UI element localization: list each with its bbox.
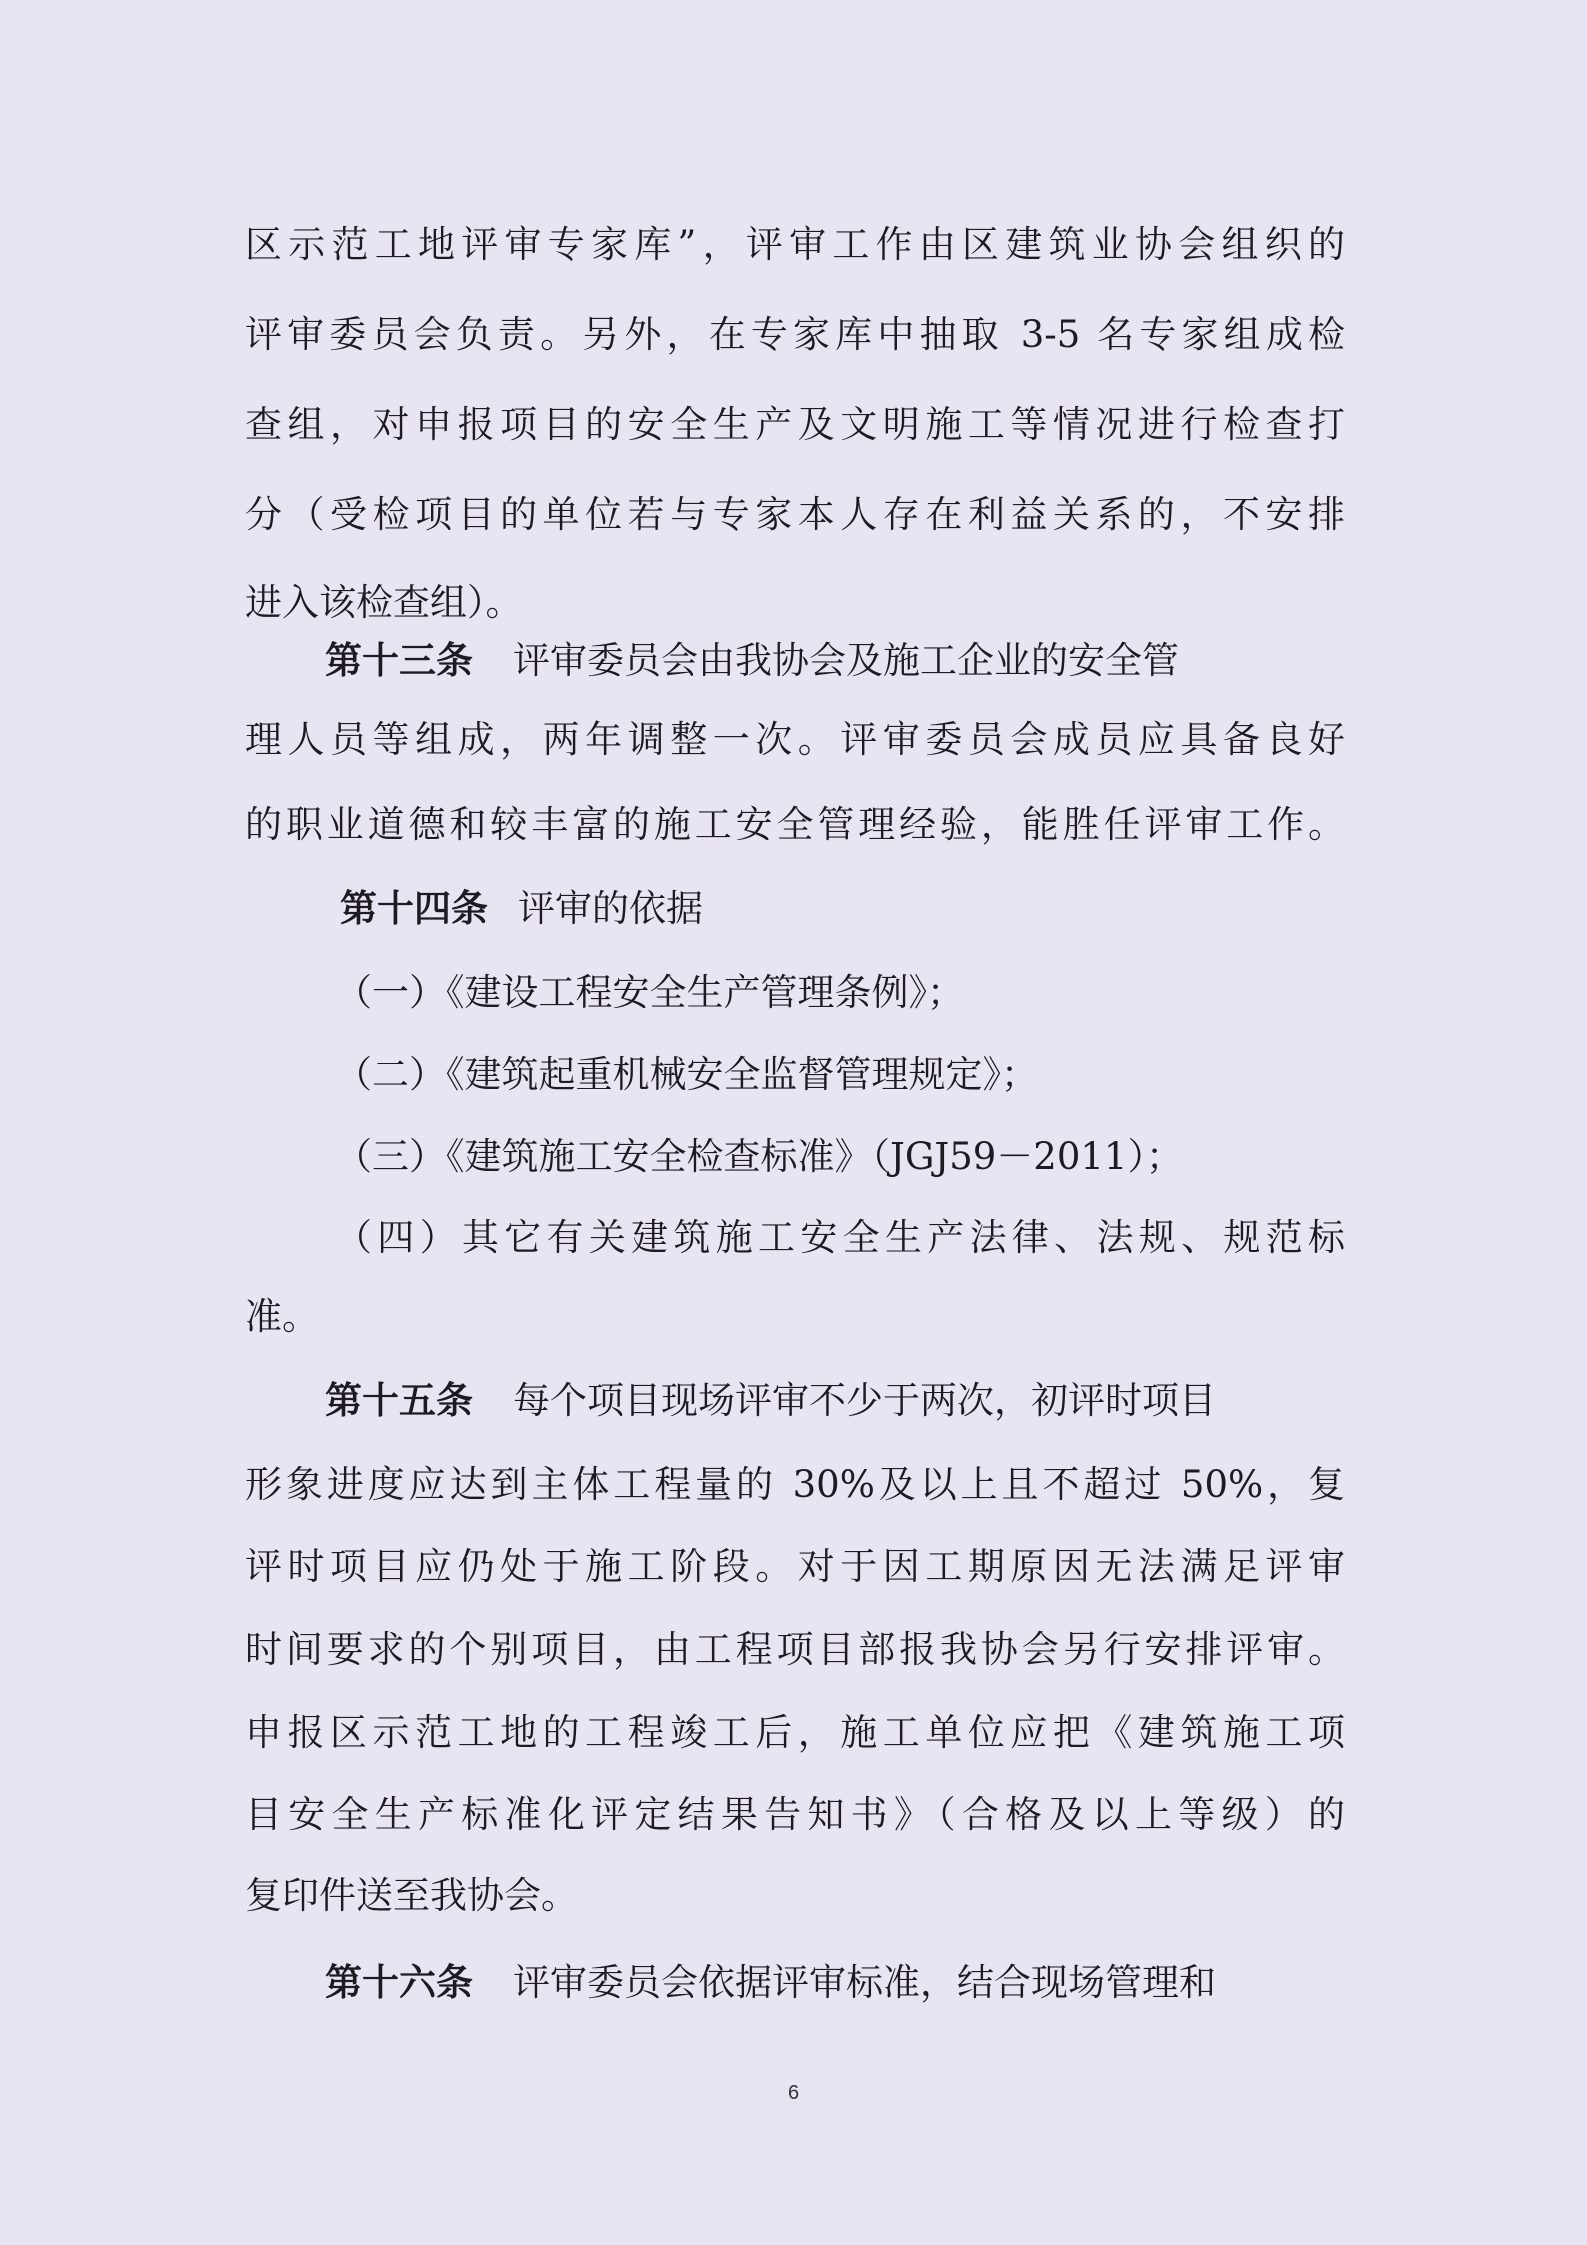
article-13-line: 理人员等组成，两年调整一次。评审委员会成员应具备良好 [245, 718, 1345, 761]
article-15-line: 复印件送至我协会。 [245, 1874, 578, 1917]
article-13-text: 评审委员会由我协会及施工企业的安全管 [513, 639, 1179, 682]
paragraph-line: 进入该检查组）。 [245, 581, 523, 624]
article-16-line [325, 1952, 1345, 2012]
page-number: 6 [787, 2082, 800, 2104]
paragraph-line: 查组，对申报项目的安全生产及文明施工等情况进行检查打 [245, 403, 1345, 446]
article-14-text: 评审的依据 [518, 887, 703, 930]
article-15-line [325, 1370, 1345, 1430]
article-15-line: 目安全生产标准化评定结果告知书》（合格及以上等级）的 [245, 1793, 1345, 1836]
article-15-line: 申报区示范工地的工程竣工后，施工单位应把《建筑施工项 [245, 1711, 1345, 1754]
basis-item: （二）《建筑起重机械安全监督管理规定》； [335, 1053, 1038, 1096]
basis-item: （四）其它有关建筑施工安全生产法律、法规、规范标 [335, 1216, 1345, 1259]
article-15-heading: 第十五条 [325, 1378, 473, 1422]
paragraph-line: 区示范工地评审专家库”，评审工作由区建筑业协会组织的 [245, 223, 1345, 266]
basis-item-continued: 准。 [245, 1295, 319, 1338]
basis-item: （一）《建设工程安全生产管理条例》； [335, 971, 964, 1014]
article-13-heading: 第十三条 [325, 638, 473, 682]
paragraph-line: 分（受检项目的单位若与专家本人存在利益关系的，不安排 [245, 493, 1345, 536]
article-16-text: 评审委员会依据评审标准，结合现场管理和 [513, 1961, 1216, 2004]
article-13-line: 的职业道德和较丰富的施工安全管理经验，能胜任评审工作。 [245, 803, 1345, 846]
paragraph-line: 评审委员会负责。另外，在专家库中抽取 3-5 名专家组成检 [245, 313, 1345, 356]
article-15-line: 时间要求的个别项目，由工程项目部报我协会另行安排评审。 [245, 1628, 1345, 1671]
article-15-text: 每个项目现场评审不少于两次，初评时项目 [513, 1379, 1216, 1422]
article-16-heading: 第十六条 [325, 1960, 473, 2004]
article-15-line: 评时项目应仍处于施工阶段。对于因工期原因无法满足评审 [245, 1545, 1345, 1588]
article-14-line [340, 878, 1345, 938]
article-15-line: 形象进度应达到主体工程量的 30%及以上且不超过 50%，复 [245, 1463, 1345, 1506]
article-14-heading: 第十四条 [340, 886, 488, 930]
basis-item: （三）《建筑施工安全检查标准》（JGJ59－2011）； [335, 1135, 1183, 1178]
article-13-line [325, 630, 1345, 690]
